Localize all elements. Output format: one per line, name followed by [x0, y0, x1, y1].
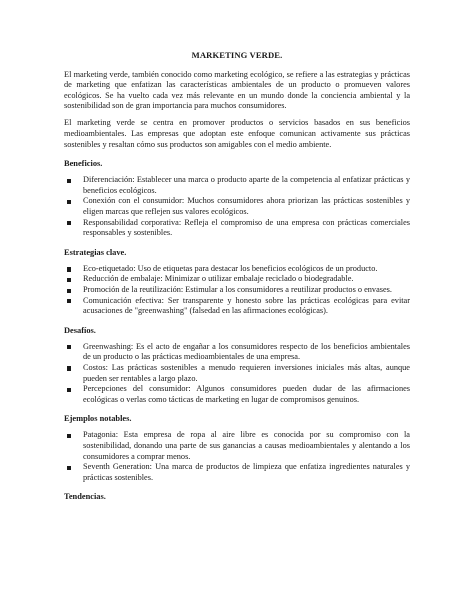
intro-paragraph: El marketing verde, también conocido como marketing ecológico, se refiere a las estrategias y prácticas de marketing que enfatizan las características ambientales de un producto o promueven valores ecológicos. Se ha vuelto cada vez más relevante en un mundo donde la conciencia ambiental y la sostenibilidad son de gran importancia para muchos consumidores. — [64, 69, 410, 111]
list-item — [64, 175, 410, 196]
section-heading-ejemplos: Ejemplos notables. — [64, 414, 132, 424]
list-item — [64, 342, 410, 363]
bullet-icon — [67, 345, 71, 349]
bullet-icon — [67, 388, 71, 392]
bullet-icon — [67, 221, 71, 225]
list-beneficios — [64, 175, 410, 239]
list-estrategias — [64, 264, 410, 317]
list-item-text: Greenwashing: Es el acto de engañar a los consumidores respecto de los beneficios ambientales de un producto o las prácticas medioambientales de una empresa. — [83, 341, 410, 362]
bullet-icon — [67, 289, 71, 293]
list-item — [64, 274, 410, 285]
bullet-icon — [67, 466, 71, 470]
list-item-text: Promoción de la reutilización: Estimular a los consumidores a reutilizar productos o envases. — [83, 285, 392, 294]
list-ejemplos — [64, 430, 410, 483]
list-desafios — [64, 342, 410, 406]
list-item — [64, 384, 410, 405]
list-item — [64, 430, 410, 462]
section-heading-tendencias: Tendencias. — [64, 492, 106, 502]
bullet-icon — [67, 179, 71, 183]
list-item — [64, 218, 410, 239]
document-title: MARKETING VERDE. — [191, 50, 283, 60]
list-item-text: Patagonia: Esta empresa de ropa al aire libre es conocida por su compromiso con la sostenibilidad, donando una parte de sus ganancias a causas medioambientales y alentando a los consumidores a comprar menos. — [83, 430, 410, 461]
list-item — [64, 196, 410, 217]
bullet-icon — [67, 278, 71, 282]
intro-paragraph: El marketing verde se centra en promover productos o servicios basados en sus beneficios medioambientales. Las empresas que adoptan este enfoque comunican activamente sus prácticas sostenibles y resaltan cómo sus productos son amigables con el medio ambiente. — [64, 118, 410, 149]
section-heading-desafios: Desafíos. — [64, 325, 96, 335]
list-item — [64, 462, 410, 483]
list-item-text: Reducción de embalaje: Minimizar o utilizar embalaje reciclado o biodegradable. — [83, 274, 354, 284]
list-item-text: Percepciones del consumidor: Algunos consumidores pueden dudar de las afirmaciones ecológicas o verlas como tácticas de marketing en lugar de compromisos genuinos. — [83, 384, 410, 404]
list-item — [64, 363, 410, 384]
list-item-text: Costos: Las prácticas sostenibles a menudo requieren inversiones iniciales más altas, aunque pueden ser rentables a largo plazo. — [83, 362, 410, 383]
bullet-icon — [67, 200, 71, 204]
section-heading-estrategias: Estrategias clave. — [64, 247, 127, 257]
section-heading-beneficios: Beneficios. — [64, 159, 103, 169]
list-item — [64, 264, 410, 275]
list-item-text: Comunicación efectiva: Ser transparente y honesto sobre las prácticas ecológicas para evitar acusaciones de "greenwashing" (falsedad en las afirmaciones ecológicas). — [83, 295, 410, 316]
list-item-text: Responsabilidad corporativa: Refleja el compromiso de una empresa con prácticas comerciales responsables y sostenibles. — [83, 217, 410, 238]
bullet-icon — [67, 434, 71, 438]
list-item — [64, 285, 410, 296]
list-item-text: Diferenciación: Establecer una marca o producto aparte de la competencia al enfatizar prácticas y beneficios ecológicos. — [83, 175, 410, 195]
bullet-icon — [67, 366, 71, 370]
list-item-text: Seventh Generation: Una marca de productos de limpieza que enfatiza ingredientes naturales y prácticas sostenibles. — [83, 462, 410, 482]
bullet-icon — [67, 267, 71, 271]
list-item — [64, 296, 410, 317]
bullet-icon — [67, 299, 71, 303]
list-item-text: Conexión con el consumidor: Muchos consumidores ahora priorizan las prácticas sostenibles y eligen marcas que reflejen sus valores ecológicos. — [83, 196, 410, 217]
list-item-text: Eco-etiquetado: Uso de etiquetas para destacar los beneficios ecológicos de un producto. — [83, 263, 378, 273]
